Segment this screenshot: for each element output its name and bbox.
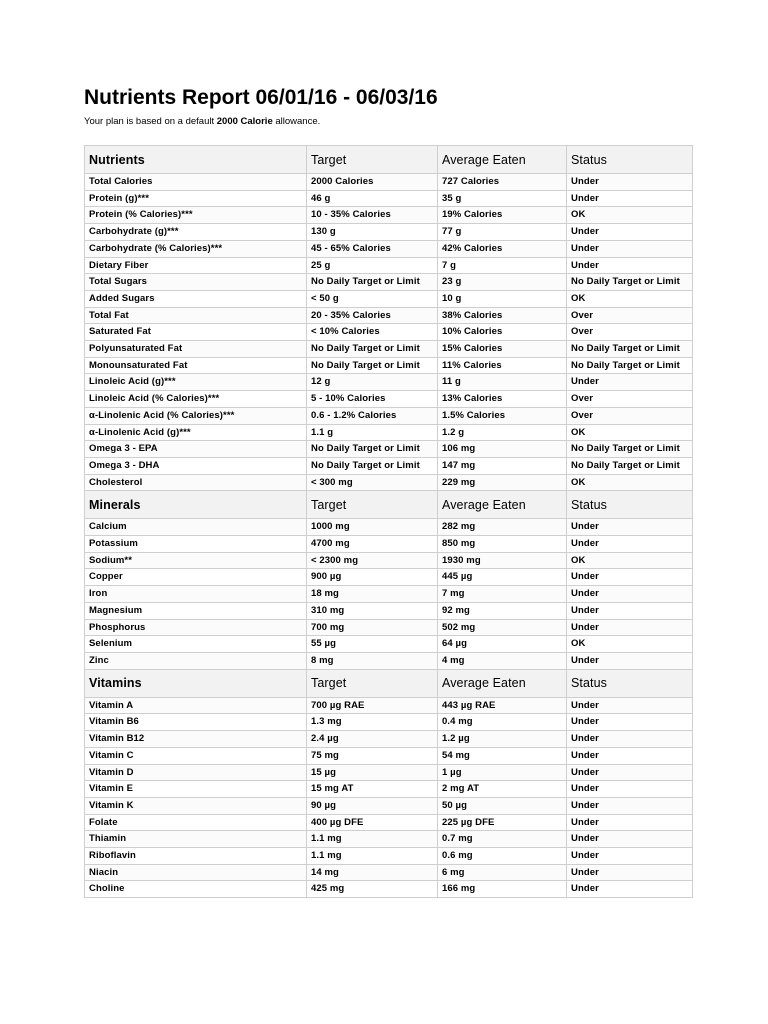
column-header-average-eaten: Average Eaten	[438, 491, 567, 519]
column-header-status: Status	[567, 491, 693, 519]
target-cell: 45 - 65% Calories	[307, 240, 438, 257]
table-row	[85, 552, 693, 569]
target-cell: No Daily Target or Limit	[307, 274, 438, 291]
average-eaten-cell: 0.4 mg	[438, 714, 567, 731]
nutrient-cell: Potassium	[85, 536, 307, 553]
nutrient-cell: Choline	[85, 881, 307, 898]
target-cell: 4700 mg	[307, 536, 438, 553]
nutrients-table	[84, 145, 693, 898]
nutrient-cell: α-Linolenic Acid (g)***	[85, 424, 307, 441]
average-eaten-cell: 54 mg	[438, 747, 567, 764]
column-header-status: Status	[567, 669, 693, 697]
table-row	[85, 474, 693, 491]
table-row	[85, 324, 693, 341]
report-page	[84, 84, 692, 898]
target-cell: No Daily Target or Limit	[307, 357, 438, 374]
table-row	[85, 619, 693, 636]
target-cell: 90 µg	[307, 797, 438, 814]
average-eaten-cell: 229 mg	[438, 474, 567, 491]
average-eaten-cell: 0.6 mg	[438, 848, 567, 865]
nutrient-cell: Carbohydrate (g)***	[85, 224, 307, 241]
section-header-row	[85, 669, 693, 697]
target-cell: 130 g	[307, 224, 438, 241]
column-header-target: Target	[307, 491, 438, 519]
target-cell: 310 mg	[307, 602, 438, 619]
section-title: Minerals	[85, 491, 307, 519]
average-eaten-cell: 166 mg	[438, 881, 567, 898]
table-row	[85, 747, 693, 764]
status-cell: Under	[567, 190, 693, 207]
nutrient-cell: Zinc	[85, 652, 307, 669]
nutrient-cell: Vitamin K	[85, 797, 307, 814]
target-cell: 18 mg	[307, 586, 438, 603]
target-cell: < 2300 mg	[307, 552, 438, 569]
status-cell: OK	[567, 636, 693, 653]
average-eaten-cell: 13% Calories	[438, 391, 567, 408]
nutrient-cell: α-Linolenic Acid (% Calories)***	[85, 407, 307, 424]
table-row	[85, 731, 693, 748]
average-eaten-cell: 10% Calories	[438, 324, 567, 341]
nutrients-table-body	[85, 146, 693, 898]
section-title: Vitamins	[85, 669, 307, 697]
nutrient-cell: Cholesterol	[85, 474, 307, 491]
average-eaten-cell: 727 Calories	[438, 174, 567, 191]
average-eaten-cell: 50 µg	[438, 797, 567, 814]
column-header-status: Status	[567, 146, 693, 174]
target-cell: 1.3 mg	[307, 714, 438, 731]
target-cell: 0.6 - 1.2% Calories	[307, 407, 438, 424]
nutrient-cell: Protein (g)***	[85, 190, 307, 207]
target-cell: 10 - 35% Calories	[307, 207, 438, 224]
table-row	[85, 174, 693, 191]
target-cell: 425 mg	[307, 881, 438, 898]
plan-description-suffix: allowance.	[272, 116, 321, 127]
average-eaten-cell: 225 µg DFE	[438, 814, 567, 831]
target-cell: 15 mg AT	[307, 781, 438, 798]
nutrient-cell: Total Fat	[85, 307, 307, 324]
nutrient-cell: Calcium	[85, 519, 307, 536]
target-cell: 14 mg	[307, 864, 438, 881]
target-cell: < 300 mg	[307, 474, 438, 491]
table-row	[85, 831, 693, 848]
average-eaten-cell: 443 µg RAE	[438, 697, 567, 714]
status-cell: No Daily Target or Limit	[567, 441, 693, 458]
section-header-row	[85, 491, 693, 519]
nutrient-cell: Copper	[85, 569, 307, 586]
nutrient-cell: Riboflavin	[85, 848, 307, 865]
status-cell: Under	[567, 374, 693, 391]
average-eaten-cell: 0.7 mg	[438, 831, 567, 848]
target-cell: 25 g	[307, 257, 438, 274]
table-row	[85, 240, 693, 257]
average-eaten-cell: 7 mg	[438, 586, 567, 603]
plan-description	[84, 115, 692, 128]
status-cell: Under	[567, 764, 693, 781]
target-cell: 2000 Calories	[307, 174, 438, 191]
target-cell: 700 mg	[307, 619, 438, 636]
nutrient-cell: Linoleic Acid (g)***	[85, 374, 307, 391]
target-cell: 8 mg	[307, 652, 438, 669]
table-row	[85, 536, 693, 553]
status-cell: OK	[567, 474, 693, 491]
nutrient-cell: Vitamin A	[85, 697, 307, 714]
table-row	[85, 257, 693, 274]
status-cell: Under	[567, 848, 693, 865]
status-cell: Over	[567, 307, 693, 324]
table-row	[85, 341, 693, 358]
average-eaten-cell: 282 mg	[438, 519, 567, 536]
table-row	[85, 636, 693, 653]
table-row	[85, 586, 693, 603]
status-cell: Under	[567, 697, 693, 714]
target-cell: 75 mg	[307, 747, 438, 764]
status-cell: OK	[567, 424, 693, 441]
status-cell: Under	[567, 781, 693, 798]
average-eaten-cell: 10 g	[438, 290, 567, 307]
target-cell: 1.1 mg	[307, 831, 438, 848]
average-eaten-cell: 4 mg	[438, 652, 567, 669]
target-cell: < 10% Calories	[307, 324, 438, 341]
nutrient-cell: Phosphorus	[85, 619, 307, 636]
target-cell: No Daily Target or Limit	[307, 457, 438, 474]
nutrient-cell: Total Sugars	[85, 274, 307, 291]
target-cell: 15 µg	[307, 764, 438, 781]
nutrient-cell: Omega 3 - DHA	[85, 457, 307, 474]
table-row	[85, 519, 693, 536]
table-row	[85, 274, 693, 291]
table-row	[85, 424, 693, 441]
plan-description-prefix: Your plan is based on a default	[84, 116, 217, 127]
nutrient-cell: Niacin	[85, 864, 307, 881]
column-header-average-eaten: Average Eaten	[438, 669, 567, 697]
nutrient-cell: Polyunsaturated Fat	[85, 341, 307, 358]
status-cell: Under	[567, 257, 693, 274]
table-row	[85, 457, 693, 474]
average-eaten-cell: 1.2 µg	[438, 731, 567, 748]
status-cell: Under	[567, 864, 693, 881]
status-cell: Under	[567, 569, 693, 586]
table-row	[85, 290, 693, 307]
target-cell: 5 - 10% Calories	[307, 391, 438, 408]
average-eaten-cell: 64 µg	[438, 636, 567, 653]
status-cell: Under	[567, 536, 693, 553]
target-cell: 1.1 mg	[307, 848, 438, 865]
table-row	[85, 864, 693, 881]
table-row	[85, 190, 693, 207]
average-eaten-cell: 502 mg	[438, 619, 567, 636]
column-header-target: Target	[307, 146, 438, 174]
average-eaten-cell: 11 g	[438, 374, 567, 391]
target-cell: 20 - 35% Calories	[307, 307, 438, 324]
target-cell: 55 µg	[307, 636, 438, 653]
nutrient-cell: Thiamin	[85, 831, 307, 848]
table-row	[85, 714, 693, 731]
target-cell: 2.4 µg	[307, 731, 438, 748]
status-cell: Under	[567, 652, 693, 669]
status-cell: Under	[567, 814, 693, 831]
section-header-row	[85, 146, 693, 174]
target-cell: < 50 g	[307, 290, 438, 307]
table-row	[85, 814, 693, 831]
table-row	[85, 391, 693, 408]
average-eaten-cell: 147 mg	[438, 457, 567, 474]
table-row	[85, 224, 693, 241]
status-cell: Under	[567, 224, 693, 241]
section-title: Nutrients	[85, 146, 307, 174]
nutrient-cell: Vitamin B6	[85, 714, 307, 731]
average-eaten-cell: 1 µg	[438, 764, 567, 781]
status-cell: Under	[567, 714, 693, 731]
status-cell: No Daily Target or Limit	[567, 274, 693, 291]
target-cell: 700 µg RAE	[307, 697, 438, 714]
nutrient-cell: Dietary Fiber	[85, 257, 307, 274]
average-eaten-cell: 11% Calories	[438, 357, 567, 374]
table-row	[85, 407, 693, 424]
target-cell: 1000 mg	[307, 519, 438, 536]
status-cell: Under	[567, 881, 693, 898]
average-eaten-cell: 42% Calories	[438, 240, 567, 257]
status-cell: OK	[567, 552, 693, 569]
target-cell: 46 g	[307, 190, 438, 207]
status-cell: OK	[567, 290, 693, 307]
target-cell: 900 µg	[307, 569, 438, 586]
status-cell: Under	[567, 619, 693, 636]
nutrient-cell: Linoleic Acid (% Calories)***	[85, 391, 307, 408]
table-row	[85, 602, 693, 619]
status-cell: No Daily Target or Limit	[567, 357, 693, 374]
nutrient-cell: Iron	[85, 586, 307, 603]
status-cell: Over	[567, 324, 693, 341]
status-cell: No Daily Target or Limit	[567, 457, 693, 474]
status-cell: Under	[567, 586, 693, 603]
table-row	[85, 374, 693, 391]
nutrient-cell: Vitamin B12	[85, 731, 307, 748]
average-eaten-cell: 92 mg	[438, 602, 567, 619]
table-row	[85, 307, 693, 324]
table-row	[85, 652, 693, 669]
average-eaten-cell: 35 g	[438, 190, 567, 207]
target-cell: 1.1 g	[307, 424, 438, 441]
table-row	[85, 797, 693, 814]
nutrient-cell: Vitamin C	[85, 747, 307, 764]
average-eaten-cell: 1930 mg	[438, 552, 567, 569]
average-eaten-cell: 1.5% Calories	[438, 407, 567, 424]
average-eaten-cell: 7 g	[438, 257, 567, 274]
average-eaten-cell: 23 g	[438, 274, 567, 291]
table-row	[85, 848, 693, 865]
nutrient-cell: Vitamin D	[85, 764, 307, 781]
nutrient-cell: Total Calories	[85, 174, 307, 191]
status-cell: OK	[567, 207, 693, 224]
average-eaten-cell: 106 mg	[438, 441, 567, 458]
table-row	[85, 357, 693, 374]
nutrient-cell: Vitamin E	[85, 781, 307, 798]
table-row	[85, 781, 693, 798]
average-eaten-cell: 77 g	[438, 224, 567, 241]
status-cell: Under	[567, 240, 693, 257]
target-cell: 12 g	[307, 374, 438, 391]
calorie-allowance: 2000 Calorie	[216, 116, 273, 127]
table-row	[85, 764, 693, 781]
status-cell: Under	[567, 731, 693, 748]
average-eaten-cell: 15% Calories	[438, 341, 567, 358]
average-eaten-cell: 2 mg AT	[438, 781, 567, 798]
nutrient-cell: Sodium**	[85, 552, 307, 569]
nutrient-cell: Carbohydrate (% Calories)***	[85, 240, 307, 257]
status-cell: Under	[567, 602, 693, 619]
table-row	[85, 569, 693, 586]
nutrient-cell: Added Sugars	[85, 290, 307, 307]
average-eaten-cell: 6 mg	[438, 864, 567, 881]
average-eaten-cell: 19% Calories	[438, 207, 567, 224]
column-header-target: Target	[307, 669, 438, 697]
nutrient-cell: Selenium	[85, 636, 307, 653]
nutrient-cell: Protein (% Calories)***	[85, 207, 307, 224]
status-cell: Under	[567, 797, 693, 814]
nutrient-cell: Folate	[85, 814, 307, 831]
status-cell: Over	[567, 407, 693, 424]
status-cell: No Daily Target or Limit	[567, 341, 693, 358]
status-cell: Under	[567, 174, 693, 191]
average-eaten-cell: 850 mg	[438, 536, 567, 553]
table-row	[85, 697, 693, 714]
table-row	[85, 207, 693, 224]
status-cell: Under	[567, 747, 693, 764]
average-eaten-cell: 38% Calories	[438, 307, 567, 324]
target-cell: 400 µg DFE	[307, 814, 438, 831]
table-row	[85, 441, 693, 458]
status-cell: Under	[567, 519, 693, 536]
nutrient-cell: Saturated Fat	[85, 324, 307, 341]
target-cell: No Daily Target or Limit	[307, 441, 438, 458]
table-row	[85, 881, 693, 898]
status-cell: Under	[567, 831, 693, 848]
nutrient-cell: Magnesium	[85, 602, 307, 619]
column-header-average-eaten: Average Eaten	[438, 146, 567, 174]
nutrient-cell: Omega 3 - EPA	[85, 441, 307, 458]
average-eaten-cell: 1.2 g	[438, 424, 567, 441]
target-cell: No Daily Target or Limit	[307, 341, 438, 358]
status-cell: Over	[567, 391, 693, 408]
report-title: Nutrients Report 06/01/16 - 06/03/16	[84, 86, 438, 109]
nutrient-cell: Monounsaturated Fat	[85, 357, 307, 374]
average-eaten-cell: 445 µg	[438, 569, 567, 586]
